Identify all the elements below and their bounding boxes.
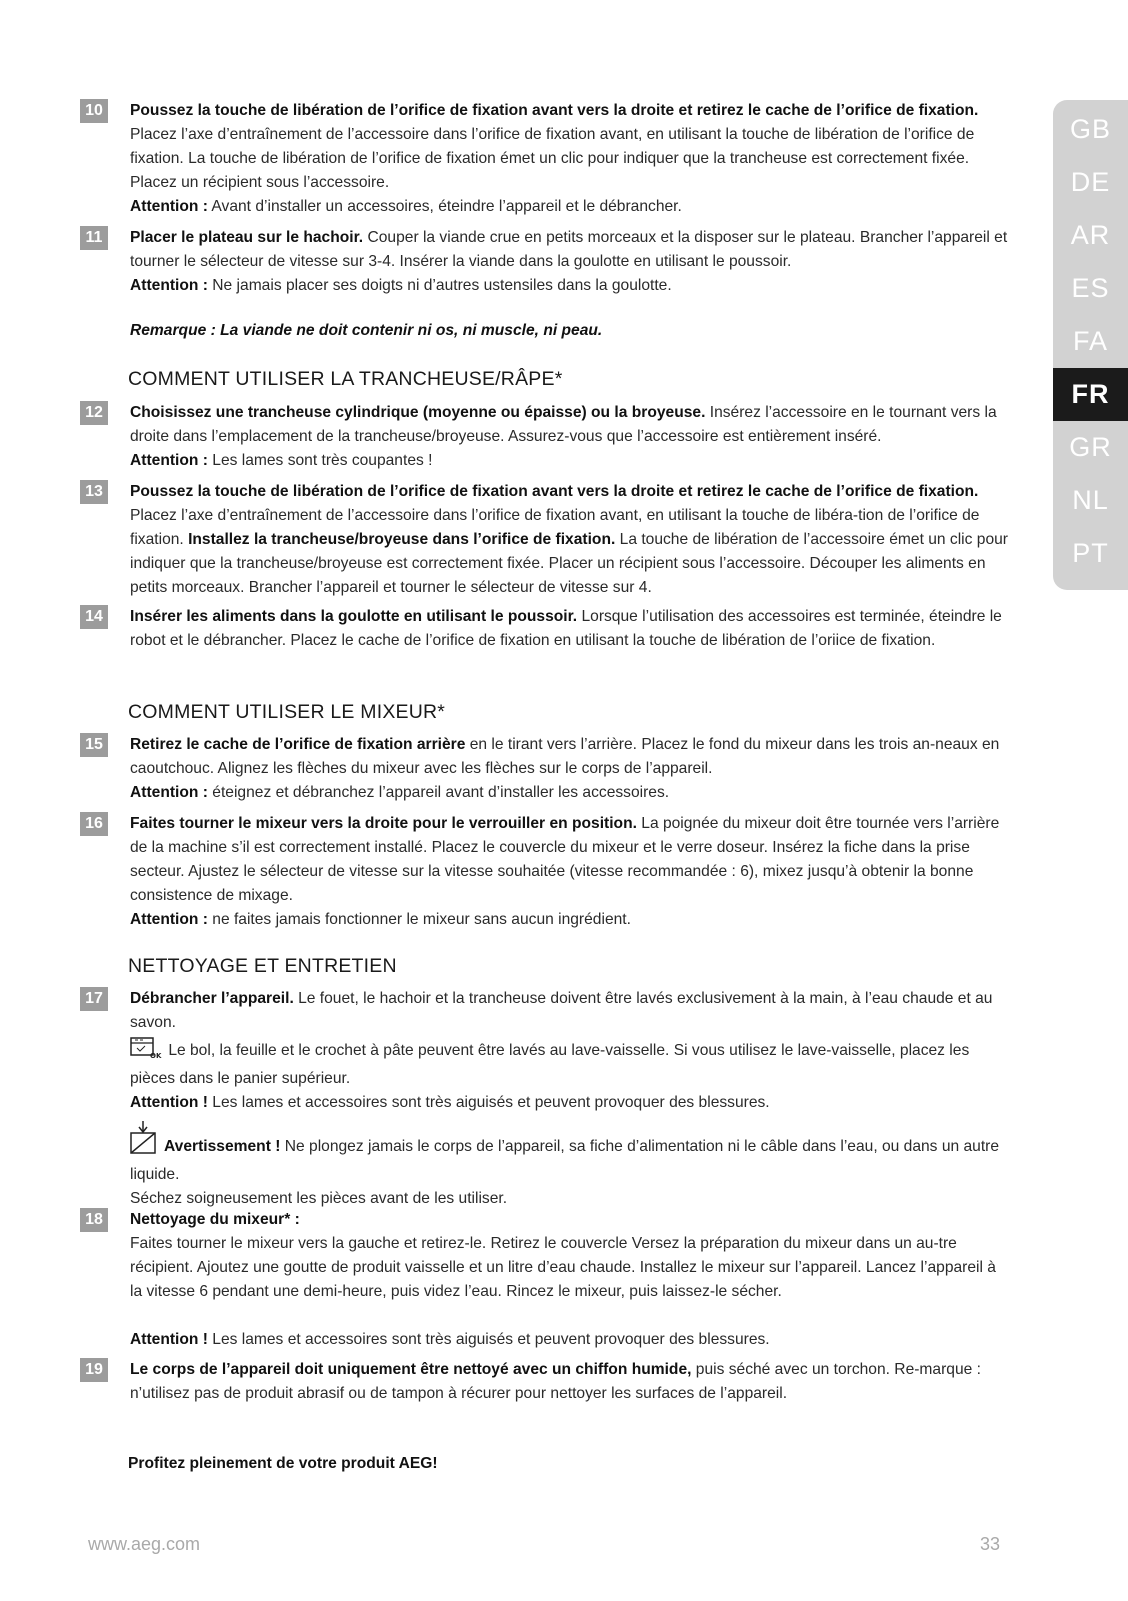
lang-tab-pt[interactable]: PT <box>1072 538 1109 568</box>
lang-tab-gr[interactable]: GR <box>1069 432 1112 462</box>
attention-label: Attention : <box>130 784 208 801</box>
lang-tab-ar[interactable]: AR <box>1070 220 1111 250</box>
language-tabs <box>1053 100 1128 590</box>
step-lead: Poussez la touche de libération de l’orifice de fixation avant vers la droite et retirez le cache de l’orifice de fixation. <box>130 483 979 500</box>
step-body-2: La touche de libération de l’accessoire émet un clic pour indiquer que la trancheuse/broyeuse est correctement fixée. Placer un récipient sous l’accessoire. Découper les aliments en petits morceaux. Brancher l’appareil et tourner le sélecteur de vitesse sur 4. <box>130 531 1008 596</box>
lang-tab-es[interactable]: ES <box>1071 273 1110 303</box>
lang-tab-fa[interactable]: FA <box>1072 326 1108 356</box>
step-lead: Faites tourner le mixeur vers la droite pour le verrouiller en position. <box>130 815 637 832</box>
step-body: Le fouet, le hachoir et la trancheuse doivent être lavés exclusivement à la main, à l’eau chaude et au savon. <box>130 990 993 1031</box>
step-17-text <box>130 987 1010 1211</box>
step-number: 10 <box>80 99 108 123</box>
attention-text: ne faites jamais fonctionner le mixeur sans aucun ingrédient. <box>207 911 631 928</box>
section-heading-blender: COMMENT UTILISER LE MIXEUR* <box>128 701 446 723</box>
dishwasher-text: Le bol, la feuille et le crochet à pâte peuvent être lavés au lave-vaisselle. Si vous utilisez le lave-vaisselle, placez les pièces dans le panier supérieur. <box>130 1042 970 1087</box>
attention-label: Attention : <box>130 911 208 928</box>
step-body: Lorsque l’utilisation des accessoires est terminée, éteindre le robot et le débrancher. Placez le cache de l’orifice de fixation en utilisant la touche de libération de l’oriice de fixation. <box>130 608 1002 649</box>
section-heading-cleaning: NETTOYAGE ET ENTRETIEN <box>128 955 397 977</box>
step-12-text <box>130 401 1010 473</box>
step-lead-2: Installez la trancheuse/broyeuse dans l’orifice de fixation. <box>188 531 616 548</box>
step-number: 12 <box>80 401 108 425</box>
attention-text: Ne jamais placer ses doigts ni d’autres ustensiles dans la goulotte. <box>207 277 672 294</box>
step-number: 16 <box>80 812 108 836</box>
svg-text:OK: OK <box>150 1052 162 1060</box>
lang-tab-de[interactable]: DE <box>1070 167 1111 197</box>
attention-label: Attention : <box>130 452 208 469</box>
warning-label: Avertissement ! <box>164 1138 281 1155</box>
step-lead: Poussez la touche de libération de l’orifice de fixation avant vers la droite et retirez le cache de l’orifice de fixation. <box>130 102 979 119</box>
no-immersion-icon <box>130 1121 160 1163</box>
attention-text: Les lames et accessoires sont très aiguisés et peuvent provoquer des blessures. <box>207 1331 770 1348</box>
lang-tab-gb[interactable]: GB <box>1069 114 1111 144</box>
step-body: en le tirant vers l’arrière. Placez le fond du mixeur dans les trois an-neaux en caoutchouc. Alignez les flèches du mixeur avec les flèches sur le corps de l’appareil. <box>130 736 1000 777</box>
lang-tab-nl[interactable]: NL <box>1072 485 1109 515</box>
attention-text: Avant d’installer un accessoires, éteindre l’appareil et le débrancher. <box>207 198 682 215</box>
step-lead: Débrancher l’appareil. <box>130 990 294 1007</box>
lang-tab-fr[interactable]: FR <box>1053 368 1128 421</box>
attention-text: éteignez et débranchez l’appareil avant d’installer les accessoires. <box>207 784 670 801</box>
step-number: 17 <box>80 987 108 1011</box>
step-10-text <box>130 99 1010 219</box>
step-body: Couper la viande crue en petits morceaux et la disposer sur le plateau. Brancher l’appareil et tourner le sélecteur de vitesse sur 3-4. Insérer la viande dans la goulotte en utilisant le poussoir. <box>130 229 1008 270</box>
step-19-text <box>130 1358 1010 1406</box>
step-lead: Placer le plateau sur le hachoir. <box>130 229 364 246</box>
warning-text: Ne plongez jamais le corps de l’appareil, sa fiche d’alimentation ni le câble dans l’eau, ou dans un autre liquide. <box>130 1138 1000 1183</box>
step-number: 14 <box>80 605 108 629</box>
page-number: 33 <box>980 1534 1001 1554</box>
step-body: Placez l’axe d’entraînement de l’accessoire dans l’orifice de fixation avant, en utilisant la touche de libéra-tion de l’orifice de fixation. <box>130 507 980 548</box>
step-number: 19 <box>80 1358 108 1382</box>
step-body: La poignée du mixeur doit être tournée vers l’arrière de la machine s’il est correctement installé. Placez le couvercle du mixeur et le verre doseur. Insérez la fiche dans la prise secteur. Ajustez le sélecteur de vitesse sur la vitesse souhaitée (vitesse recommandée : 6), mixez jusqu’à obtenir la bonne consistence de mixage. <box>130 815 1000 904</box>
step-lead: Choisissez une trancheuse cylindrique (moyenne ou épaisse) ou la broyeuse. <box>130 404 706 421</box>
step-18-text <box>130 1208 1010 1352</box>
step-lead: Le corps de l’appareil doit uniquement être nettoyé avec un chiffon humide, <box>130 1361 692 1378</box>
attention-label: Attention : <box>130 198 208 215</box>
attention-label: Attention ! <box>130 1094 208 1111</box>
step-number: 15 <box>80 733 108 757</box>
attention-text: Les lames et accessoires sont très aiguisés et peuvent provoquer des blessures. <box>207 1094 770 1111</box>
step-number: 18 <box>80 1208 108 1232</box>
dishwasher-ok-icon <box>130 1035 160 1067</box>
step-number: 13 <box>80 480 108 504</box>
step-lead: Retirez le cache de l’orifice de fixation arrière <box>130 736 466 753</box>
closing-message: Profitez pleinement de votre produit AEG! <box>128 1455 438 1472</box>
step-11-text <box>130 226 1010 298</box>
step-body: Insérez l’accessoire en le tournant vers la droite dans l’emplacement de la trancheuse/broyeuse. Assurez-vous que l’accessoire est entièrement inséré. <box>130 404 997 445</box>
step-body: Faites tourner le mixeur vers la gauche et retirez-le. Retirez le couvercle Versez la préparation du mixeur dans un au-tre récipient. Ajoutez une goutte de produit vaisselle et un litre d’eau chaude. Installez le mixeur sur l’appareil. Lancez l’appareil à la vitesse 6 pendant une demi-heure, puis videz l’eau. Rincez le mixeur, puis laissez-le sécher. <box>130 1235 996 1300</box>
website-link[interactable]: www.aeg.com <box>88 1534 201 1554</box>
step-body: Placez l’axe d’entraînement de l’accessoire dans l’orifice de fixation avant, en utilisant la touche de libération de l’orifice de fixation. La touche de libération de l’orifice de fixation émet un clic pour indiquer que la trancheuse est correctement fixée. Placez un récipient sous l’accessoire. <box>130 126 975 191</box>
attention-text: Les lames sont très coupantes ! <box>207 452 433 469</box>
step-lead: Nettoyage du mixeur* : <box>130 1211 300 1228</box>
attention-label: Attention ! <box>130 1331 208 1348</box>
remark-note: Remarque : La viande ne doit contenir ni os, ni muscle, ni peau. <box>130 322 603 339</box>
step-14-text <box>130 605 1010 653</box>
step-lead: Insérer les aliments dans la goulotte en utilisant le poussoir. <box>130 608 578 625</box>
step-number: 11 <box>80 226 108 250</box>
step-13-text <box>130 480 1010 600</box>
section-heading-slicer: COMMENT UTILISER LA TRANCHEUSE/RÂPE* <box>128 368 563 390</box>
step-15-text <box>130 733 1010 805</box>
step-body: puis séché avec un torchon. Re-marque : n’utilisez pas de produit abrasif ou de tampon à récurer pour nettoyer les surfaces de l’appareil. <box>130 1361 981 1402</box>
dry-text: Séchez soigneusement les pièces avant de les utiliser. <box>130 1190 508 1207</box>
attention-label: Attention : <box>130 277 208 294</box>
step-16-text <box>130 812 1010 932</box>
